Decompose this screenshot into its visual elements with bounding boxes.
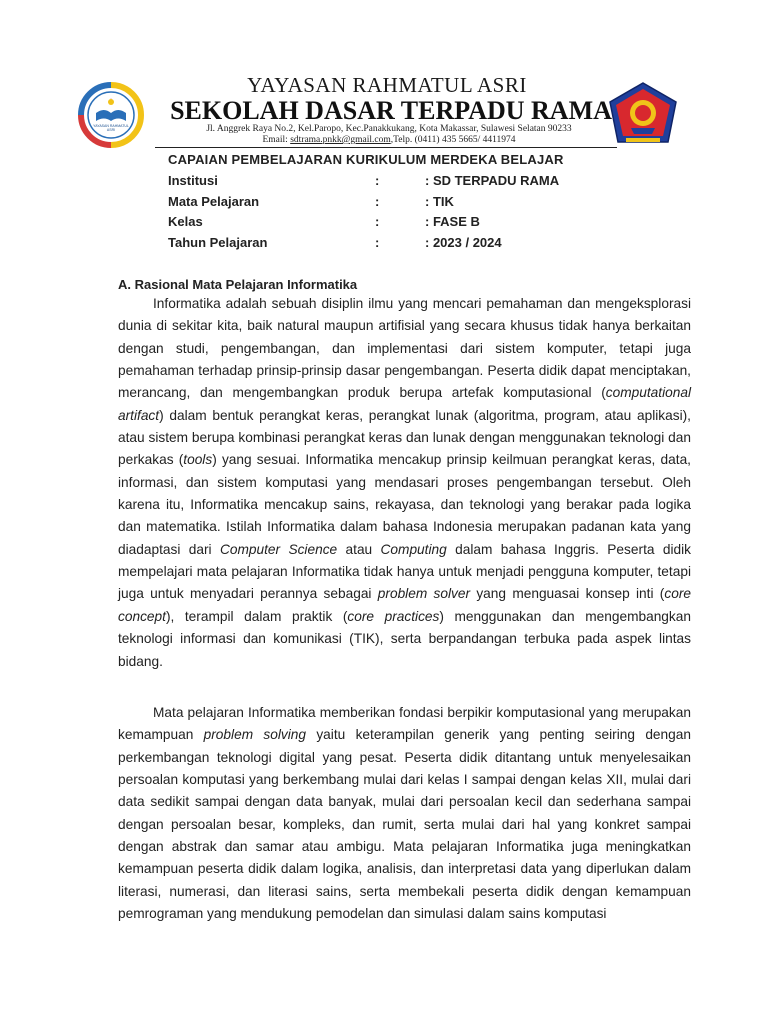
italic-term: tools [183,452,213,468]
meta-label-year: Tahun Pelajaran [168,235,268,250]
email-label: Email: [262,135,288,145]
letterhead-divider [155,147,617,148]
italic-term: Computer Science [219,541,338,557]
school-address: Jl. Anggrek Raya No.2, Kel.Paropo, Kec.Panakkukang, Kota Makassar, Sulawesi Selatan 90233 [206,124,572,134]
paragraph-1-text [118,293,691,673]
italic-term: core concept [118,586,691,624]
text-run: ) dalam bentuk perangkat keras, perangkat lunak (algoritma, program, atau aplikasi), atau sistem berupa kombinasi perangkat keras dan lunak dengan menggunakan teknologi dan perkakas ( [118,407,691,468]
text-run: Mata pelajaran Informatika memberikan fondasi berpikir komputasional yang merupakan kemampuan [118,705,691,743]
paragraph-1 [118,293,691,673]
foundation-name: YAYASAN RAHMATUL ASRI [247,73,527,97]
italic-term: problem solver [377,586,471,602]
school-contact [0,135,768,145]
text-run: ) yang sesuai. Informatika mencakup prinsip keilmuan perangkat keras, data, informasi, dan sistem komputasi yang mendasari proses pengembangan tersebut. Oleh karena itu, Informatika mencakup sains, rekayasa, dan teknologi yang berakar pada logika dan matematika. Istilah Informatika dalam bahasa Indonesia merupakan padanan kata yang diadaptasi dari [118,452,691,557]
italic-term: problem solving [203,727,307,743]
text-run: atau [337,541,381,557]
paragraph-2 [118,702,691,925]
meta-colon: : [375,235,380,250]
phone-text: ,Telp. (0411) 435 5665/ 4411974 [390,135,516,145]
text-run: Informatika adalah sebuah disiplin ilmu yang mencari pemahaman dan mengeksplorasi dunia di sekitar kita, baik natural maupun artifisial yang secara khusus tidak hanya berkaitan dengan studi, pengembangan, dan implementasi dari sistem komputer, tetapi juga pemahaman terhadap prinsip-prinsip dasar pengembangan. Peserta didik dapat menciptakan, merancang, dan mengembangkan produk berupa artefak komputasional ( [118,296,691,401]
meta-label-class: Kelas [168,214,203,229]
meta-colon: : [375,173,380,188]
text-run: yaitu keterampilan generik yang penting seiring dengan perkembangan teknologi digital yang pesat. Peserta didik ditantang untuk menyelesaikan persoalan komputasi yang berkembang mulai dari kelas I sampai dengan kelas XII, mulai dari data sedikit sampai dengan data banyak, mulai dari persoalan kecil dan sederhana sampai dengan persoalan besar, kompleks, dan rumit, serta mulai dari hal yang konkret sampai dengan abstrak dan samar atau ambigu. Mata pelajaran Informatika juga meningkatkan kemampuan peserta didik dalam logika, analisis, dan interpretasi data yang diperlukan dalam literasi, numerasi, dan literasi sains, serta membekali peserta didik dengan kemampuan pemrograman yang mendukung pemodelan dan simulasi dalam sains komputasi [118,727,691,922]
meta-label-institution: Institusi [168,173,218,188]
document-title: CAPAIAN PEMBELAJARAN KURIKULUM MERDEKA BELAJAR [168,152,564,167]
email-link[interactable]: sdtrama.pnkk@gmail.com [290,135,391,145]
text-run: ) menggunakan dan mengembangkan teknologi informasi dan komunikasi (TIK), serta berpandangan terbuka pada aspek lintas bidang. [118,608,691,669]
left-logo-caption: YAYASAN RAHMATUL ASRI [93,124,129,132]
text-run: dalam bahasa Inggris. Peserta didik mempelajari mata pelajaran Informatika tidak hanya untuk menjadi pengguna komputer, tetapi juga untuk menyadari perannya sebagai [118,541,691,602]
meta-colon: : [375,194,380,209]
text-run: ), terampil dalam praktik ( [165,608,348,624]
meta-value-institution: : SD TERPADU RAMA [425,173,560,188]
section-heading: A. Rasional Mata Pelajaran Informatika [118,277,358,292]
paragraph-2-text [118,702,691,925]
italic-term: Computing [380,541,447,557]
text-run: yang menguasai konsep inti ( [470,586,665,602]
school-name: SEKOLAH DASAR TERPADU RAMA [170,96,612,125]
meta-value-class: : FASE B [425,214,480,229]
meta-colon: : [375,214,380,229]
italic-term: computational artifact [118,385,691,423]
meta-value-year: : 2023 / 2024 [425,235,502,250]
italic-term: core practices [347,608,440,624]
meta-label-subject: Mata Pelajaran [168,194,260,209]
meta-value-subject: : TIK [425,194,454,209]
